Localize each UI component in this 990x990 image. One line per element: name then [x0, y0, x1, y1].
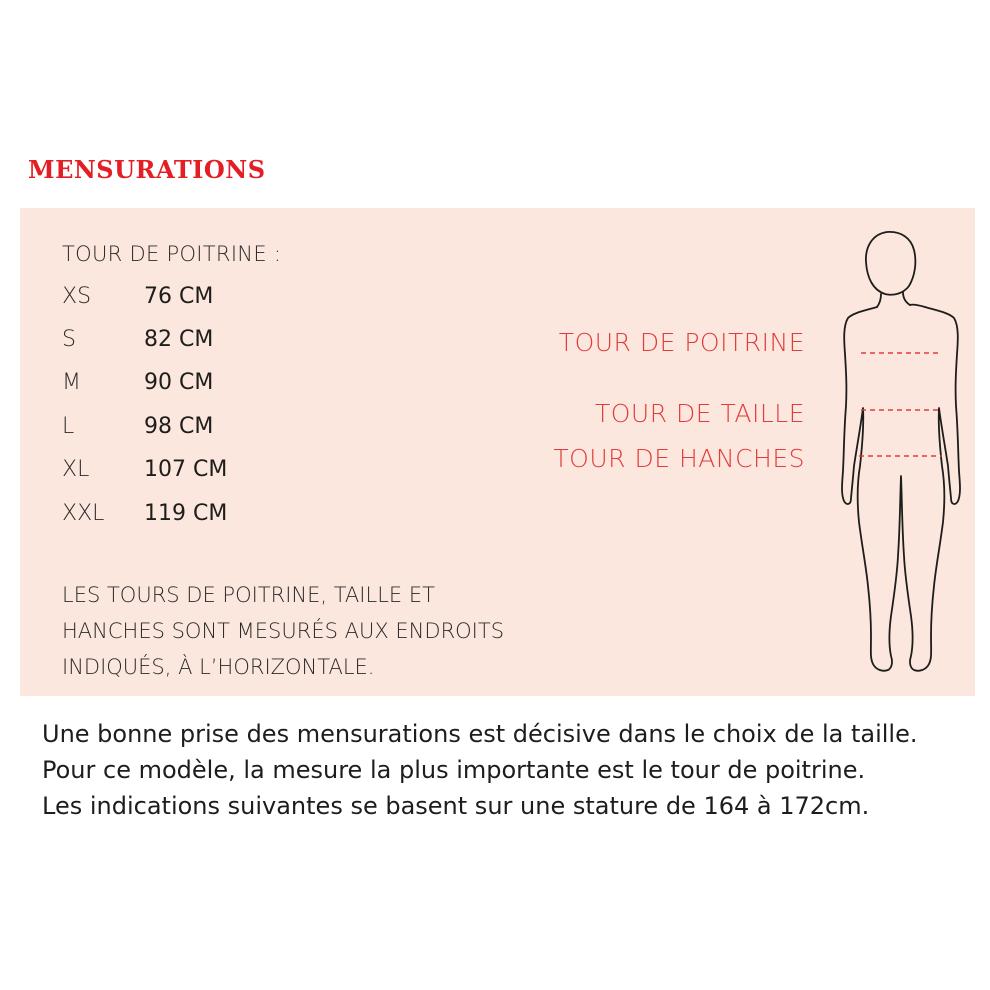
size-value: 82 CM: [144, 327, 214, 352]
size-value: 98 CM: [144, 414, 214, 439]
size-table-heading: TOUR DE POITRINE :: [62, 242, 282, 266]
size-row-m: [62, 368, 322, 398]
size-value: 119 CM: [144, 501, 228, 526]
measurement-note: [62, 577, 562, 685]
size-value: 107 CM: [144, 457, 228, 482]
intro-line: Pour ce modèle, la mesure la plus importante est le tour de poitrine.: [42, 756, 866, 784]
size-label: XXL: [62, 501, 105, 526]
note-line: HANCHES SONT MESURÉS AUX ENDROITS: [62, 619, 505, 643]
size-row-xl: [62, 455, 322, 485]
size-row-l: [62, 412, 322, 442]
intro-line: Les indications suivantes se basent sur une stature de 164 à 172cm.: [42, 792, 870, 820]
size-label: S: [62, 327, 76, 352]
page-title: MENSURATIONS: [28, 155, 266, 184]
size-label: XS: [62, 284, 92, 309]
note-line: INDIQUÉS, À L’HORIZONTALE.: [62, 655, 375, 679]
hips-measure-label: TOUR DE HANCHES: [553, 444, 805, 473]
size-row-xxl: [62, 499, 322, 529]
size-value: 90 CM: [144, 370, 214, 395]
size-value: 76 CM: [144, 284, 214, 309]
intro-line: Une bonne prise des mensurations est décisive dans le choix de la taille.: [42, 720, 918, 748]
size-row-s: [62, 325, 322, 355]
size-row-xs: [62, 282, 322, 312]
intro-text: [42, 716, 982, 824]
waist-measure-label: TOUR DE TAILLE: [594, 399, 805, 428]
size-label: XL: [62, 457, 90, 482]
chest-measure-label: TOUR DE POITRINE: [558, 328, 805, 357]
size-label: L: [62, 414, 75, 439]
body-silhouette-icon: [815, 226, 975, 686]
note-line: LES TOURS DE POITRINE, TAILLE ET: [62, 583, 435, 607]
size-label: M: [62, 370, 81, 395]
size-chart-panel: [20, 208, 975, 696]
